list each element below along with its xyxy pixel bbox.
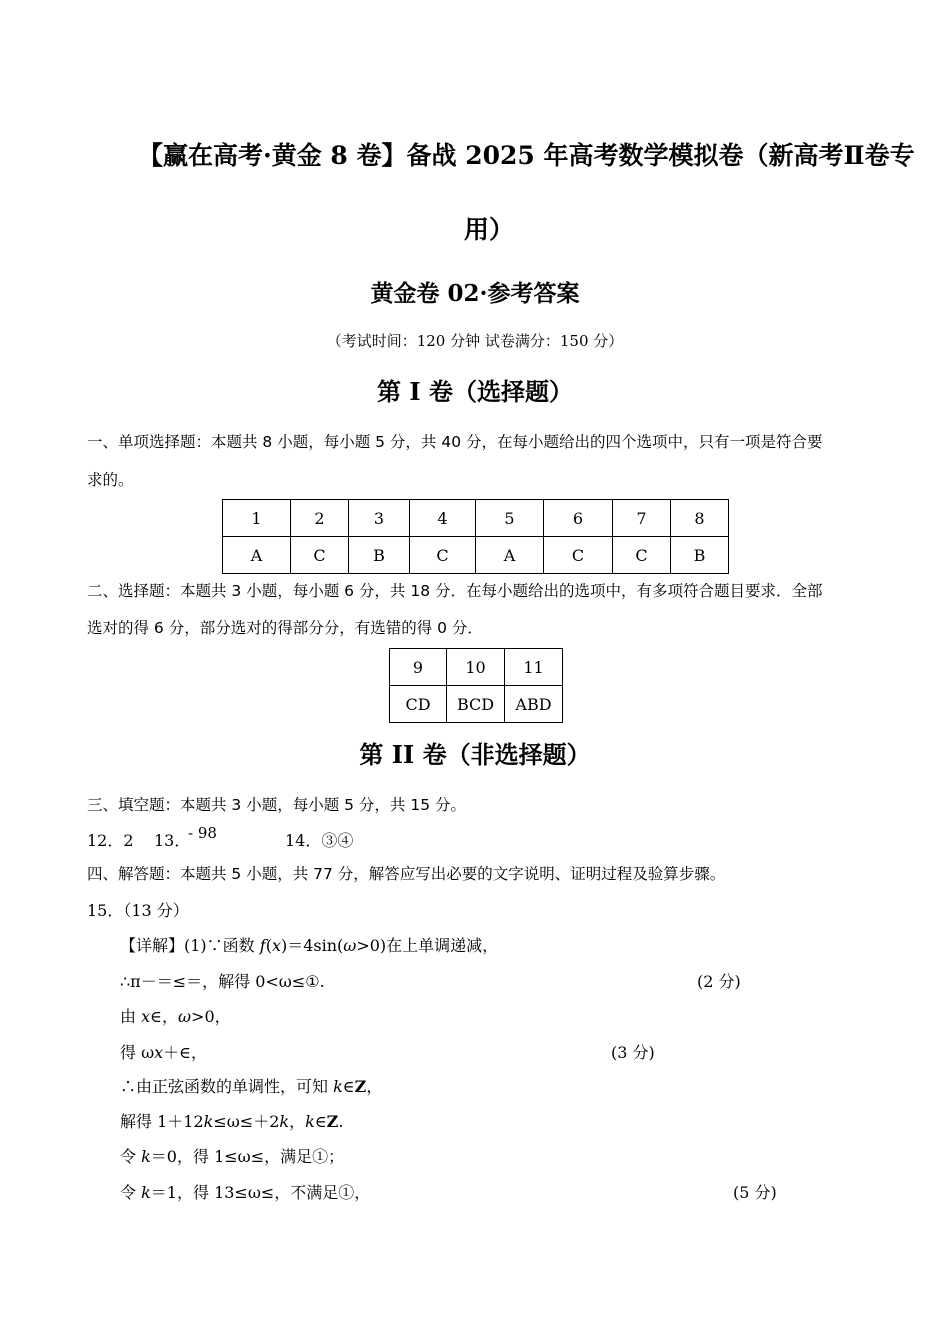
multi-choice-answer-table (389, 648, 563, 723)
text-segment: 令 (120, 1183, 142, 1202)
fill-answer-14 (285, 828, 353, 851)
document-title-line1: 【赢在高考·黄金 8 卷】备战 2025 年高考数学模拟卷（新高考Ⅱ卷专 (138, 141, 915, 170)
score-mark: (2 分) (697, 972, 741, 991)
var-k: k (141, 1147, 151, 1166)
text-segment: >0， (191, 1007, 231, 1026)
text-segment: ∴由正弦函数的单调性，可知 (120, 1077, 334, 1096)
part1-intro-line2: 求的。 (87, 471, 134, 489)
text-segment: ∈ (314, 1112, 327, 1131)
solution-line-2: ∴π－＝≤＝，解得 0<ω≤①. (120, 972, 325, 991)
solution-line-3 (120, 1004, 231, 1027)
exam-info: （考试时间：120 分钟 试卷满分：150 分） (326, 332, 624, 350)
solution-line-7 (120, 1144, 344, 1167)
question-number-cell: 7 (613, 500, 671, 537)
text-segment: . (338, 1112, 344, 1131)
part1-heading: 第 I 卷（选择题） (377, 377, 573, 406)
answer-cell: ABD (505, 686, 563, 723)
answer-cell: C (291, 537, 349, 574)
var-f: f (259, 936, 266, 955)
q12-label: 12． (87, 831, 124, 850)
answer-cell: B (671, 537, 729, 574)
solution-line-1 (120, 933, 498, 956)
question-15-header: 15．（13 分） (87, 901, 189, 920)
text-segment: ＋∈， (163, 1043, 208, 1062)
var-omega: ω (177, 1007, 192, 1026)
part1-multi-intro-line1: 二、选择题：本题共 3 小题，每小题 6 分，共 18 分．在每小题给出的选项中，有多项符合题目要求．全部 (87, 582, 823, 600)
answer-cell: C (613, 537, 671, 574)
solution-line-8 (120, 1180, 370, 1203)
var-k: k (305, 1112, 315, 1131)
text-segment: 【详解】(1)∵函数 (120, 936, 260, 955)
table-row (390, 686, 563, 723)
var-k: k (333, 1077, 343, 1096)
solution-line-5 (120, 1074, 382, 1097)
solution-line-4 (120, 1040, 207, 1063)
text-segment: 解得 1＋12 (120, 1112, 204, 1131)
table-row (223, 537, 729, 574)
text-segment: 令 (120, 1147, 142, 1166)
q14-value: ③④ (321, 831, 354, 850)
var-x: x (271, 936, 281, 955)
fill-answer-12 (87, 828, 134, 851)
text-segment: ∈， (150, 1007, 178, 1026)
document-title-line2: 用） (464, 215, 515, 244)
score-mark: (3 分) (611, 1043, 655, 1062)
score-mark: (5 分) (733, 1183, 777, 1202)
text-segment: 得 ω (120, 1043, 155, 1062)
question-number-cell: 10 (447, 649, 505, 686)
answer-cell: C (410, 537, 476, 574)
var-k: k (203, 1112, 214, 1131)
text-segment: ＝1，得 13≤ω≤，不满足①， (150, 1183, 371, 1202)
text-segment: 由 (120, 1007, 142, 1026)
question-number-cell: 8 (671, 500, 729, 537)
var-k: k (279, 1112, 290, 1131)
fill-blank-intro: 三、填空题：本题共 3 小题，每小题 5 分，共 15 分。 (87, 796, 467, 814)
text-segment: ∈ (342, 1077, 355, 1096)
var-omega: ω (343, 936, 357, 955)
table-row (223, 500, 729, 537)
single-choice-answer-table (222, 499, 729, 574)
var-x: x (154, 1043, 164, 1062)
answer-cell: B (349, 537, 410, 574)
question-number-cell: 3 (349, 500, 410, 537)
q13-label: 13． (154, 831, 191, 850)
text-segment: ≤ω≤＋2 (213, 1112, 280, 1131)
integer-set-symbol: Z (354, 1077, 367, 1096)
solution-line-6 (120, 1109, 343, 1132)
document-subtitle: 黄金卷 02·参考答案 (370, 280, 580, 307)
answer-cell: C (544, 537, 613, 574)
part2-heading: 第 II 卷（非选择题） (359, 740, 591, 769)
part1-intro-line1: 一、单项选择题：本题共 8 小题，每小题 5 分，共 40 分，在每小题给出的四个选项中，只有一项是符合要 (87, 433, 823, 451)
q14-label: 14． (285, 831, 322, 850)
part1-multi-intro-line2: 选对的得 6 分，部分选对的得部分分，有选错的得 0 分． (87, 619, 483, 637)
text-segment: )＝4sin( (280, 936, 344, 955)
question-number-cell: 6 (544, 500, 613, 537)
text-segment: ( (265, 936, 272, 955)
answer-cell: BCD (447, 686, 505, 723)
solve-intro: 四、解答题：本题共 5 小题，共 77 分，解答应写出必要的文字说明、证明过程及验算步骤。 (87, 865, 726, 883)
answer-cell: CD (390, 686, 447, 723)
question-number-cell: 1 (223, 500, 291, 537)
var-k: k (141, 1183, 151, 1202)
question-number-cell: 9 (390, 649, 447, 686)
q12-value: 2 (123, 831, 134, 850)
question-number-cell: 5 (476, 500, 544, 537)
integer-set-symbol: Z (326, 1112, 339, 1131)
question-number-cell: 4 (410, 500, 476, 537)
text-segment: ， (289, 1112, 306, 1131)
var-x: x (141, 1007, 151, 1026)
text-segment: ， (366, 1077, 383, 1096)
answer-cell: A (223, 537, 291, 574)
table-row (390, 649, 563, 686)
answer-cell: A (476, 537, 544, 574)
question-number-cell: 2 (291, 500, 349, 537)
q13-value: - 98 (188, 824, 217, 842)
text-segment: >0)在上单调递减， (356, 936, 499, 955)
fill-answer-13 (154, 828, 190, 851)
question-number-cell: 11 (505, 649, 563, 686)
text-segment: ＝0，得 1≤ω≤，满足①； (150, 1147, 345, 1166)
